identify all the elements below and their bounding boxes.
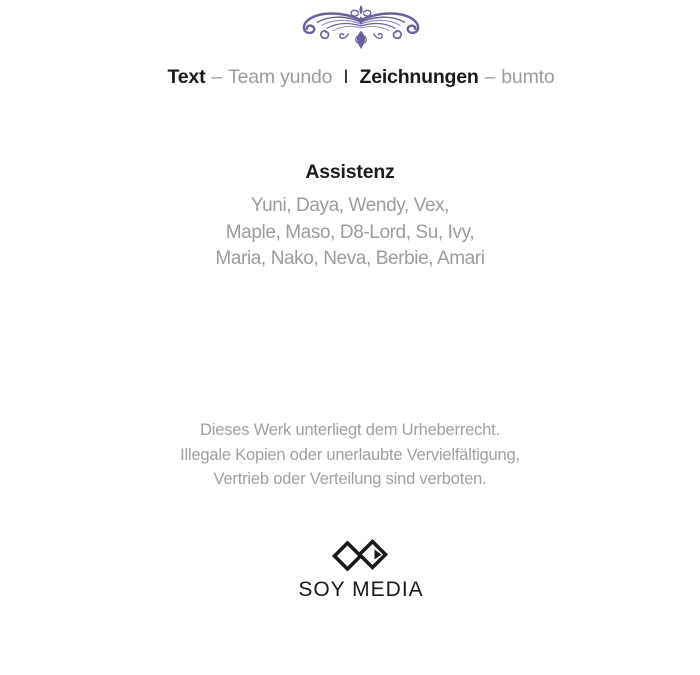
drawings-author: bumto (501, 66, 555, 88)
copyright-line-2: Illegale Kopien oder unerlaubte Vervielfältigung, (180, 445, 520, 464)
text-dash: – (211, 66, 223, 88)
copyright-notice (0, 418, 700, 492)
assistance-names-line-2: Maple, Maso, D8-Lord, Su, Ivy, (225, 221, 475, 243)
drawings-dash: – (484, 66, 496, 88)
flourish-ornament-icon (295, 5, 427, 49)
credits-line (0, 66, 700, 89)
double-diamond-play-icon (298, 536, 423, 576)
ornament-row (0, 5, 700, 54)
assistance-names-line-3: Maria, Nako, Neva, Berbie, Amari (215, 248, 485, 270)
text-author: Team yundo (228, 66, 333, 88)
drawings-role-label: Zeichnungen (359, 66, 479, 88)
copyright-line-3: Vertrieb oder Verteilung sind verboten. (213, 470, 487, 489)
credits-divider: I (343, 66, 349, 88)
text-role-label: Text (167, 66, 206, 88)
assistance-names (0, 193, 700, 273)
assistance-names-line-1: Yuni, Daya, Wendy, Vex, (250, 195, 450, 216)
publisher-name: SOY MEDIA (298, 578, 424, 601)
copyright-line-1: Dieses Werk unterliegt dem Urheberrecht. (200, 421, 500, 439)
assistance-heading: Assistenz (305, 161, 395, 183)
publisher-logo (0, 536, 700, 602)
